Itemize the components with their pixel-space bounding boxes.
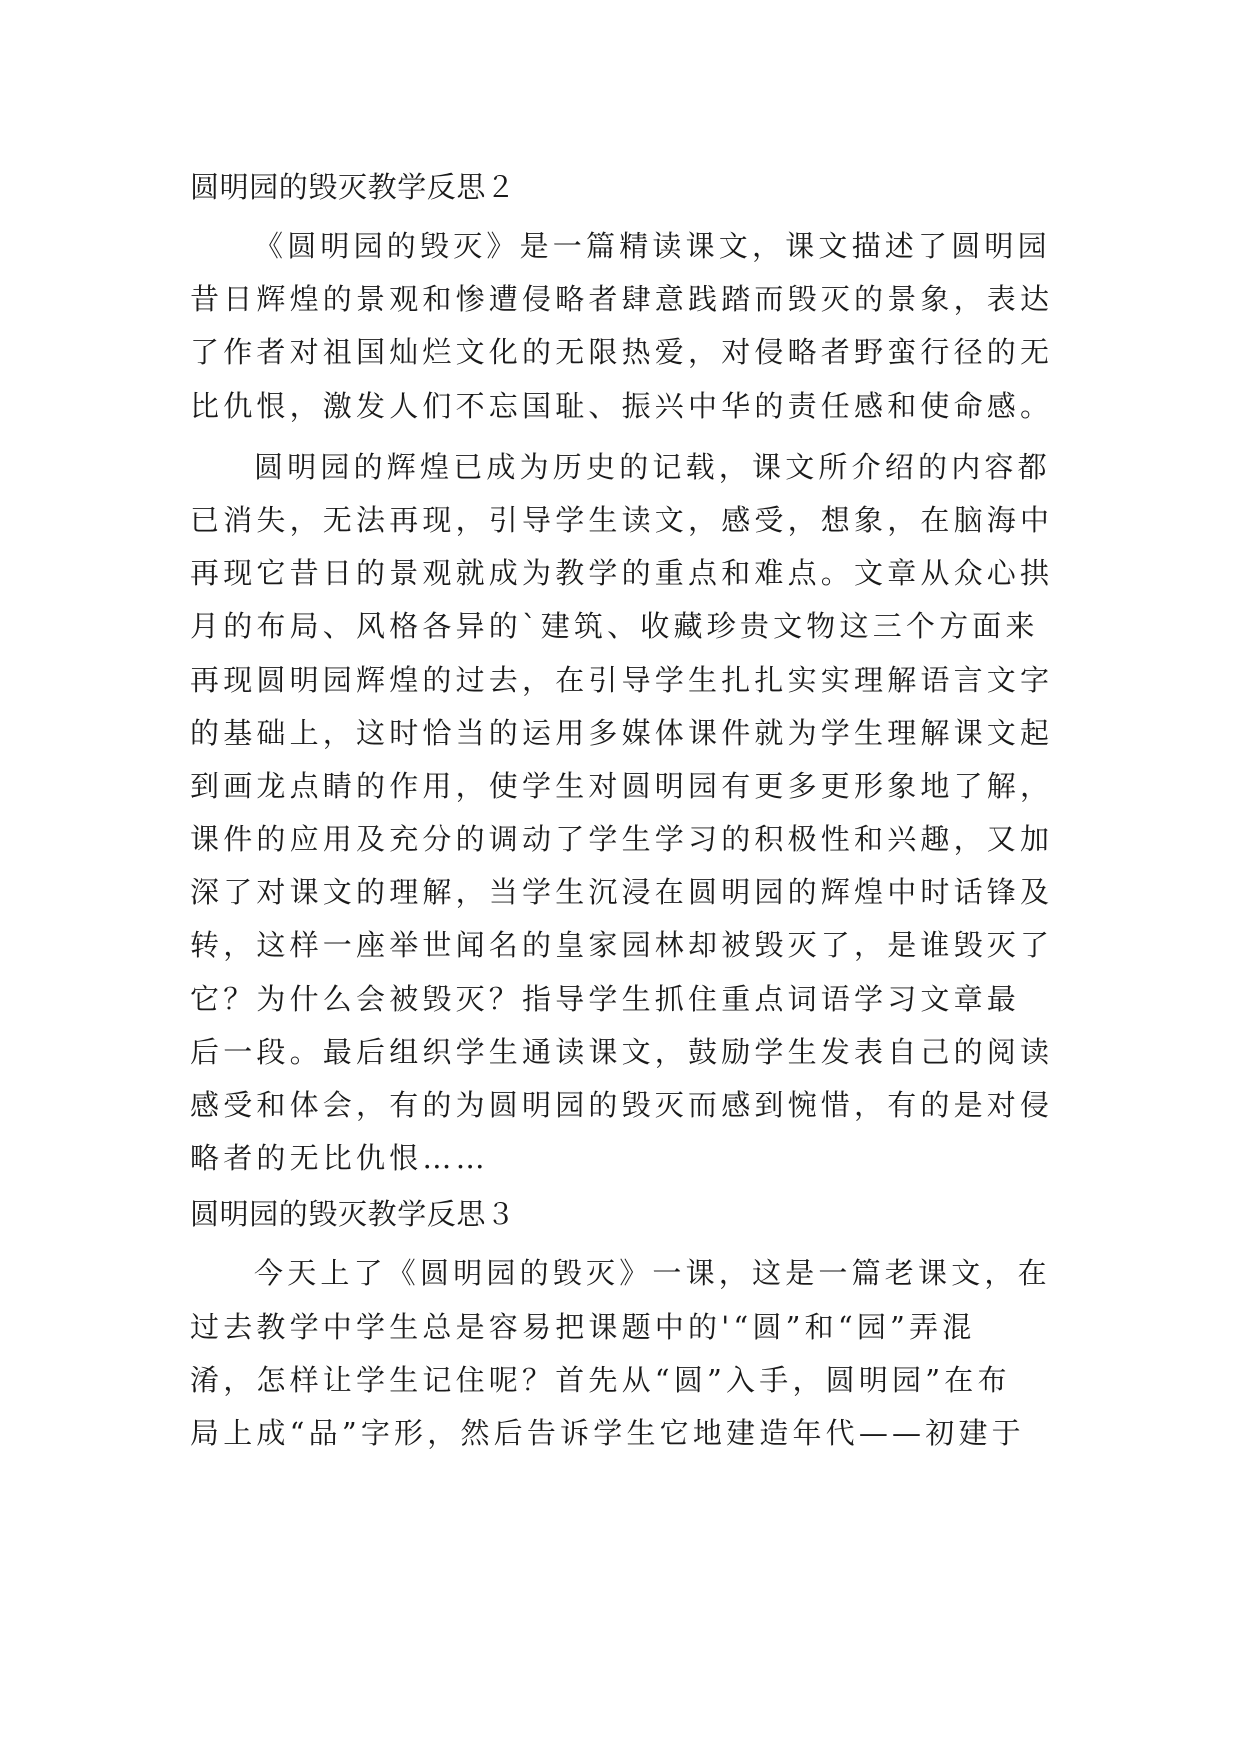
paragraph-line: 到画龙点睛的作用，使学生对圆明园有更多更形象地了解， bbox=[190, 768, 1054, 803]
paragraph-line: 月的布局、风格各异的`建筑、收藏珍贵文物这三个方面来 bbox=[190, 609, 1039, 644]
paragraph-line: 转，这样一座举世闻名的皇家园林却被毁灭了，是谁毁灭了 bbox=[190, 928, 1054, 963]
paragraph-line: 的基础上，这时恰当的运用多媒体课件就为学生理解课文起 bbox=[190, 715, 1054, 750]
paragraph-line: 它？为什么会被毁灭？指导学生抓住重点词语学习文章最 bbox=[190, 981, 1021, 1016]
paragraph bbox=[190, 220, 1052, 433]
document-page bbox=[190, 158, 1052, 1460]
paragraph-line: 已消失，无法再现，引导学生读文，感受，想象，在脑海中 bbox=[190, 502, 1054, 537]
paragraph-line: 再现圆明园辉煌的过去，在引导学生扎扎实实理解语言文字 bbox=[190, 662, 1054, 697]
paragraph-line: 淆，怎样让学生记住呢？首先从“圆”入手，圆明园”在布 bbox=[190, 1362, 1011, 1397]
section-heading: 圆明园的毁灭教学反思２ bbox=[190, 170, 516, 204]
paragraph-line: 课件的应用及充分的调动了学生学习的积极性和兴趣，又加 bbox=[190, 822, 1054, 857]
paragraph-line: 局上成“品”字形，然后告诉学生它地建造年代——初建于 bbox=[190, 1415, 1025, 1450]
paragraph-line: 圆明园的辉煌已成为历史的记载，课文所介绍的内容都 bbox=[254, 449, 1051, 484]
paragraph-line: 过去教学中学生总是容易把课题中的'“圆”和“园”弄混 bbox=[190, 1309, 976, 1344]
paragraph bbox=[190, 1247, 1052, 1460]
paragraph-line: 今天上了《圆明园的毁灭》一课，这是一篇老课文，在 bbox=[254, 1256, 1051, 1291]
paragraph-line: 略者的无比仇恨…… bbox=[190, 1141, 489, 1176]
paragraph-line: 感受和体会，有的为圆明园的毁灭而感到惋惜，有的是对侵 bbox=[190, 1088, 1054, 1122]
paragraph-line: 了作者对祖国灿烂文化的无限热爱，对侵略者野蛮行径的无 bbox=[190, 335, 1054, 370]
paragraph-line: 比仇恨，激发人们不忘国耻、振兴中华的责任感和使命感。 bbox=[190, 388, 1054, 423]
paragraph bbox=[190, 441, 1052, 1186]
paragraph-line: 后一段。最后组织学生通读课文，鼓励学生发表自己的阅读 bbox=[190, 1034, 1054, 1069]
section-heading: 圆明园的毁灭教学反思３ bbox=[190, 1197, 516, 1232]
paragraph-line: 昔日辉煌的景观和惨遭侵略者肆意践踏而毁灭的景象，表达 bbox=[190, 282, 1054, 317]
paragraph-line: 深了对课文的理解，当学生沉浸在圆明园的辉煌中时话锋及 bbox=[190, 875, 1054, 910]
paragraph-line: 《圆明园的毁灭》是一篇精读课文，课文描述了圆明园 bbox=[254, 229, 1051, 263]
paragraph-line: 再现它昔日的景观就成为教学的重点和难点。文章从众心拱 bbox=[190, 556, 1054, 591]
